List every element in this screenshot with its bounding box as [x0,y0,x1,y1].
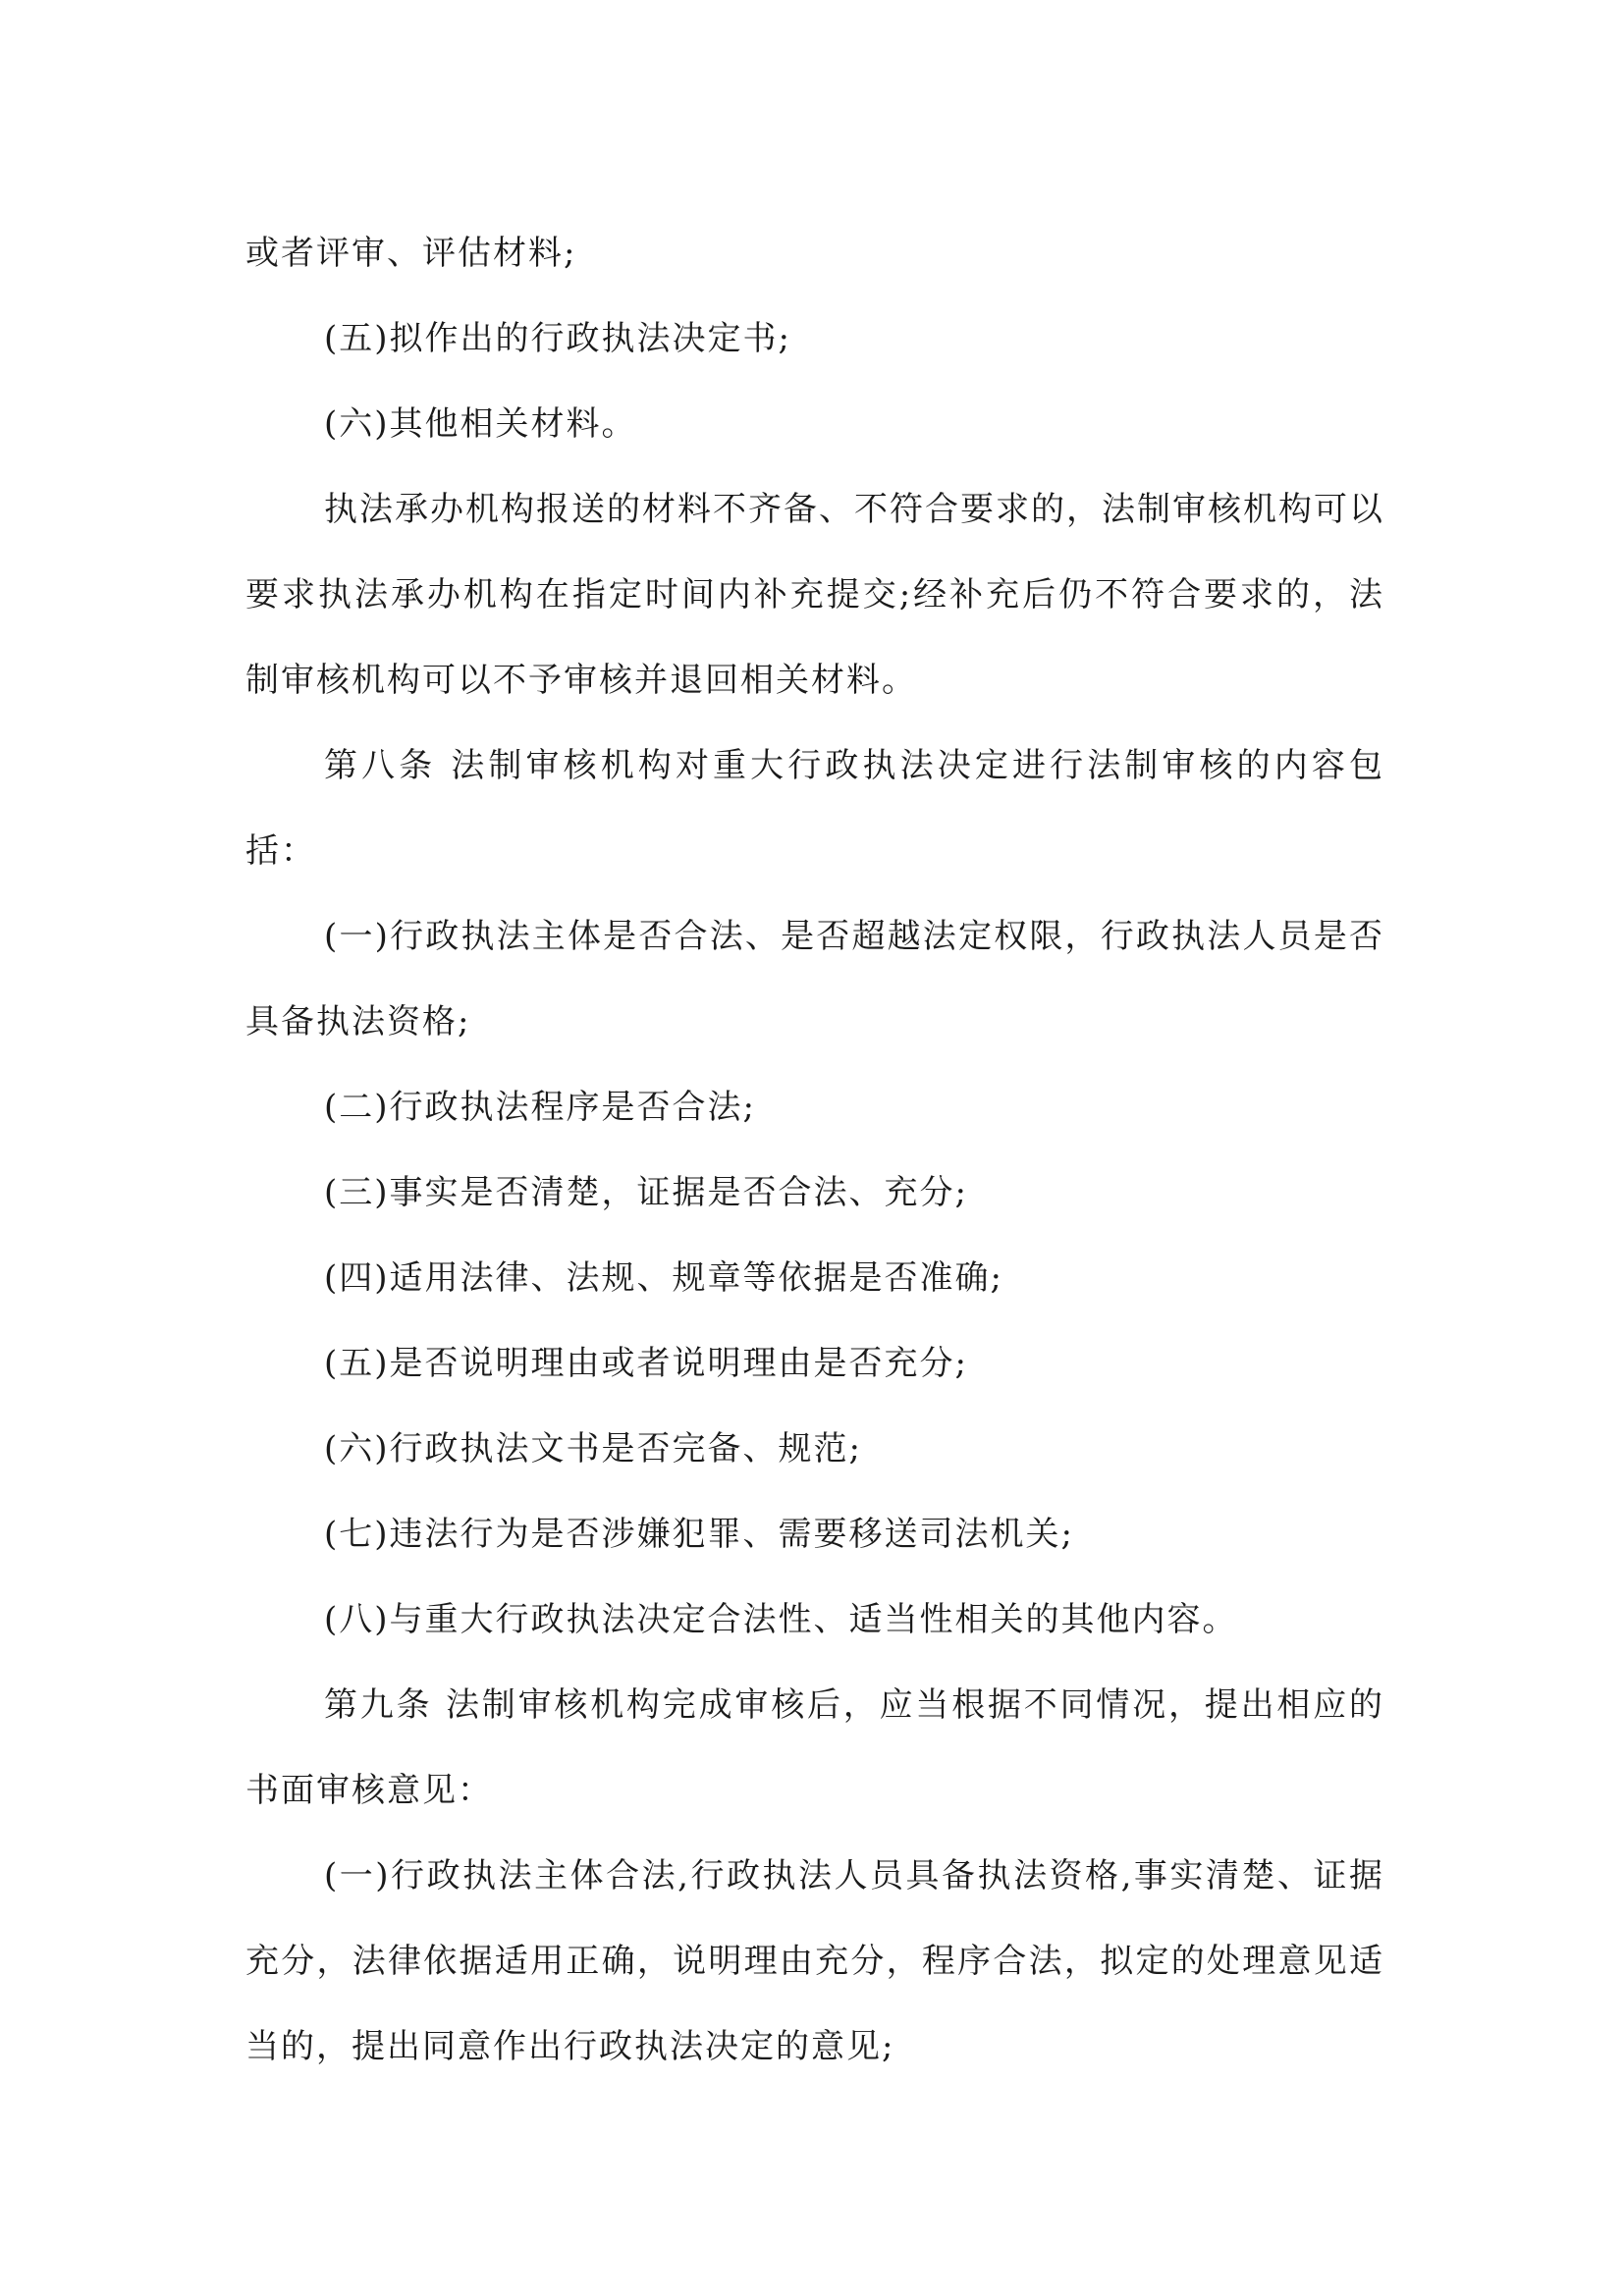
list-item: (七)违法行为是否涉嫌犯罪、需要移送司法机关; [324,1515,1074,1554]
article-8-heading: 第八条 法制审核机构对重大行政执法决定进行法制审核的内容包括： [245,746,1384,871]
list-item: (五)是否说明理由或者说明理由是否充分; [324,1344,968,1383]
paragraph: 执法承办机构报送的材料不齐备、不符合要求的，法制审核机构可以要求执法承办机构在指定时间内补充提交;经补充后仍不符合要求的，法制审核机构可以不予审核并退回相关材料。 [245,490,1384,700]
list-item: (六)其他相关材料。 [324,404,637,444]
list-item: (一)行政执法主体是否合法、是否超越法定权限，行政执法人员是否具备执法资格; [245,917,1384,1041]
list-item: (五)拟作出的行政执法决定书; [324,319,791,358]
list-item: (一)行政执法主体合法,行政执法人员具备执法资格,事实清楚、证据充分，法律依据适用正确，说明理由充分，程序合法，拟定的处理意见适当的，提出同意作出行政执法决定的意见; [245,1856,1384,2066]
paragraph-continuation: 或者评审、评估材料; [245,234,577,273]
document-body [245,211,1384,2090]
list-item: (四)适用法律、法规、规章等依据是否准确; [324,1258,1003,1298]
list-item: (三)事实是否清楚，证据是否合法、充分; [324,1173,968,1212]
list-item: (二)行政执法程序是否合法; [324,1088,756,1127]
list-item: (六)行政执法文书是否完备、规范; [324,1429,862,1468]
article-9-heading: 第九条 法制审核机构完成审核后，应当根据不同情况，提出相应的书面审核意见： [245,1685,1384,1810]
list-item: (八)与重大行政执法决定合法性、适当性相关的其他内容。 [324,1600,1238,1639]
